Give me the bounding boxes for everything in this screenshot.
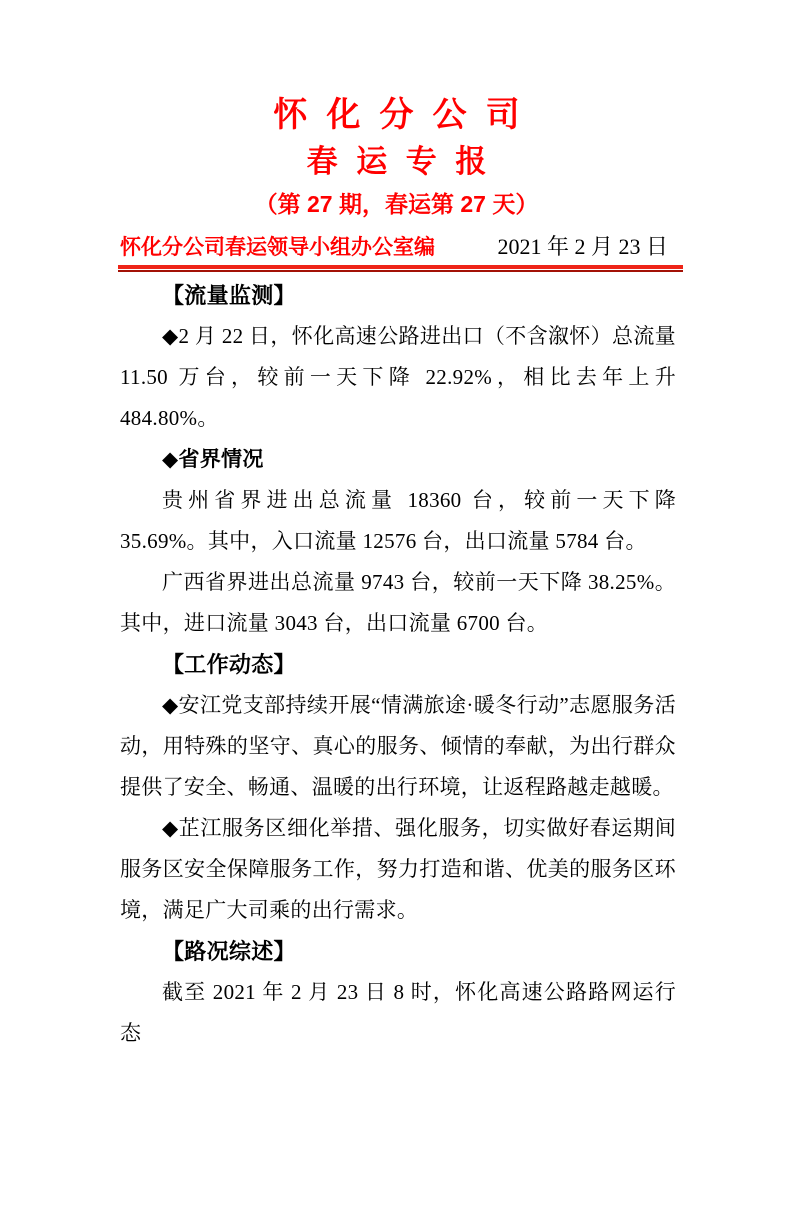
paragraph-guizhou-border: 贵州省界进出总流量 18360 台，较前一天下降 35.69%。其中，入口流量 12576 台，出口流量 5784 台。 [120, 488, 676, 553]
doc-title-line1: 怀化分公司 [273, 96, 539, 134]
paragraph-zhijiang-service-area: ◆芷江服务区细化举措、强化服务，切实做好春运期间服务区安全保障服务工作，努力打造和谐、优美的服务区环境，满足广大司乘的出行需求。 [120, 816, 676, 922]
section-heading-traffic-monitor: 【流量监测】 [162, 283, 296, 308]
masthead-editor: 怀化分公司春运领导小组办公室编 [120, 236, 435, 259]
paragraph-guangxi-border: 广西省界进出总流量 9743 台，较前一天下降 38.25%。其中，进口流量 3043 台，出口流量 6700 台。 [120, 570, 676, 635]
issue-subtitle: （第 27 期，春运第 27 天） [254, 191, 539, 217]
subheading-province-border: ◆省界情况 [162, 448, 264, 471]
paragraph-total-flow: ◆2 月 22 日，怀化高速公路进出口（不含溆怀）总流量 11.50 万台，较前一天下降 22.92%，相比去年上升 484.80%。 [120, 324, 676, 430]
doc-title-line2: 春运专报 [306, 144, 505, 179]
document-page [0, 96, 793, 1218]
section-heading-road-conditions: 【路况综述】 [162, 939, 296, 964]
paragraph-road-network-status: 截至 2021 年 2 月 23 日 8 时，怀化高速公路路网运行态 [120, 980, 676, 1045]
paragraph-anjiang-branch: ◆安江党支部持续开展“情满旅途·暖冬行动”志愿服务活动，用特殊的坚守、真心的服务、倾情的奉献，为出行群众提供了安全、畅通、温暖的出行环境，让返程路越走越暖。 [120, 693, 676, 799]
document-body [120, 275, 676, 1054]
masthead-date: 2021 年 2 月 23 日 [497, 234, 668, 259]
red-divider-rule [118, 265, 683, 272]
section-heading-work-updates: 【工作动态】 [162, 652, 296, 677]
masthead-row [120, 234, 676, 261]
